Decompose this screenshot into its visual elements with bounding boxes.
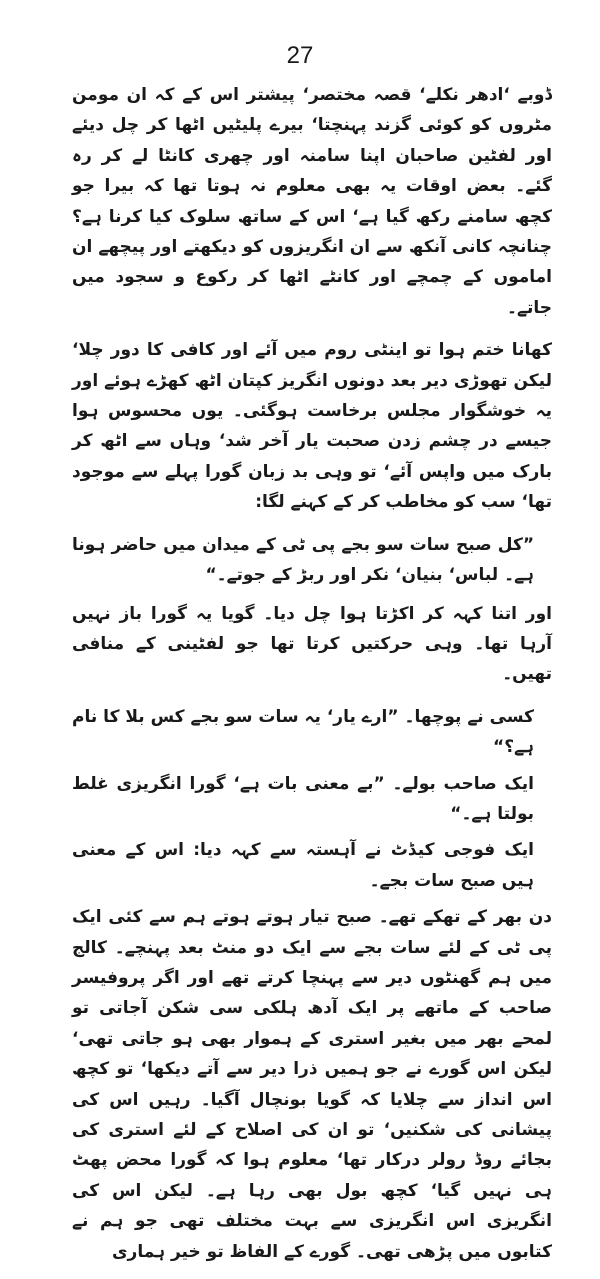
paragraph: دن بھر کے تھکے تھے۔ صبح تیار ہوتے ہوتے ہم سے کئی ایک پی ٹی کے لئے سات بجے سے ایک دو منٹ بعد پہنچے۔ کالج میں ہم گھنٹوں دیر سے پہنچا کرتے تھے اور اگر پروفیسر صاحب کے ماتھے پر ایک آدھ ہلکی سی شکن آجاتی تو لمحے بھر میں بغیر استری کے ہموار بھی ہو جاتی تھی‘ لیکن اس گورے نے جو ہمیں ذرا دیر سے آتے دیکھا‘ تو کچھ اس انداز سے چلایا کہ گویا بونچال آگیا۔ رہیں اس کی پیشانی کی شکنیں‘ تو ان کی اصلاح کے لئے استری کی بجائے روڈ رولر درکار تھا‘ معلوم ہوا کہ گورا محض پھٹ ہی نہیں گیا‘ کچھ بول بھی رہا ہے۔ لیکن اس کی انگریزی اس انگریزی سے بہت مختلف تھی جو ہم نے کتابوں میں پڑھی تھی۔ گورے کے الفاظ تو خیر ہماری [72, 907, 552, 1262]
paragraph: اور اتنا کہہ کر اکڑتا ہوا چل دیا۔ گویا یہ گورا باز نہیں آرہا تھا۔ وہی حرکتیں کرتا تھا جو لفٹینی کے منافی تھیں۔ [72, 603, 552, 685]
page-number: 27 [286, 42, 314, 69]
dialog-line: ایک صاحب بولے۔ ”بے معنی بات ہے‘ گورا انگریزی غلط بولتا ہے۔“ [72, 773, 534, 824]
body-text [72, 80, 552, 1279]
paragraph: ڈوبے ‘ادھر نکلے‘ قصہ مختصر‘ پیشتر اس کے کہ ان مومن مٹروں کو کوئی گزند پہنچتا‘ بیرے پلیٹیں اٹھا کر چل دیئے اور لفٹین صاحبان اپنا سامنہ اور چھری کانٹا لے کر رہ گئے۔ بعض اوقات یہ بھی معلوم نہ ہوتا تھا کہ بیرا جو کچھ سامنے رکھ گیا ہے‘ اس کے ساتھ سلوک کیا کرنا ہے؟ چنانچہ کانی آنکھ سے ان انگریزوں کو دیکھتے اور پیچھے ان اماموں کے چمچے اور کانٹے اٹھا کر رکوع و سجود میں جاتے۔ [72, 85, 552, 318]
quoted-paragraph: ”کل صبح سات سو بجے پی ٹی کے میدان میں حاضر ہونا ہے۔ لباس‘ بنیان‘ نکر اور ربڑ کے جوتے۔“ [72, 534, 534, 586]
dialog-line: ایک فوجی کیڈٹ نے آہستہ سے کہہ دیا: اس کے معنی ہیں صبح سات بجے۔ [72, 840, 534, 891]
paragraph: کھانا ختم ہوا تو اینٹی روم میں آئے اور کافی کا دور چلا‘ لیکن تھوڑی دیر بعد دونوں انگریز کپتان اٹھ کھڑے ہوئے اور یہ خوشگوار مجلس برخاست ہوگئی۔ یوں محسوس ہوا جیسے در چشم زدن صحبت یار آخر شد‘ وہاں سے اٹھ کر بارک میں واپس آئے‘ تو وہی بد زبان گورا پہلے سے موجود تھا‘ سب کو مخاطب کر کے کہنے لگا: [72, 340, 552, 513]
dialog-line: کسی نے پوچھا۔ ”ارے یار‘ یہ سات سو بجے کس بلا کا نام ہے؟“ [72, 706, 534, 758]
